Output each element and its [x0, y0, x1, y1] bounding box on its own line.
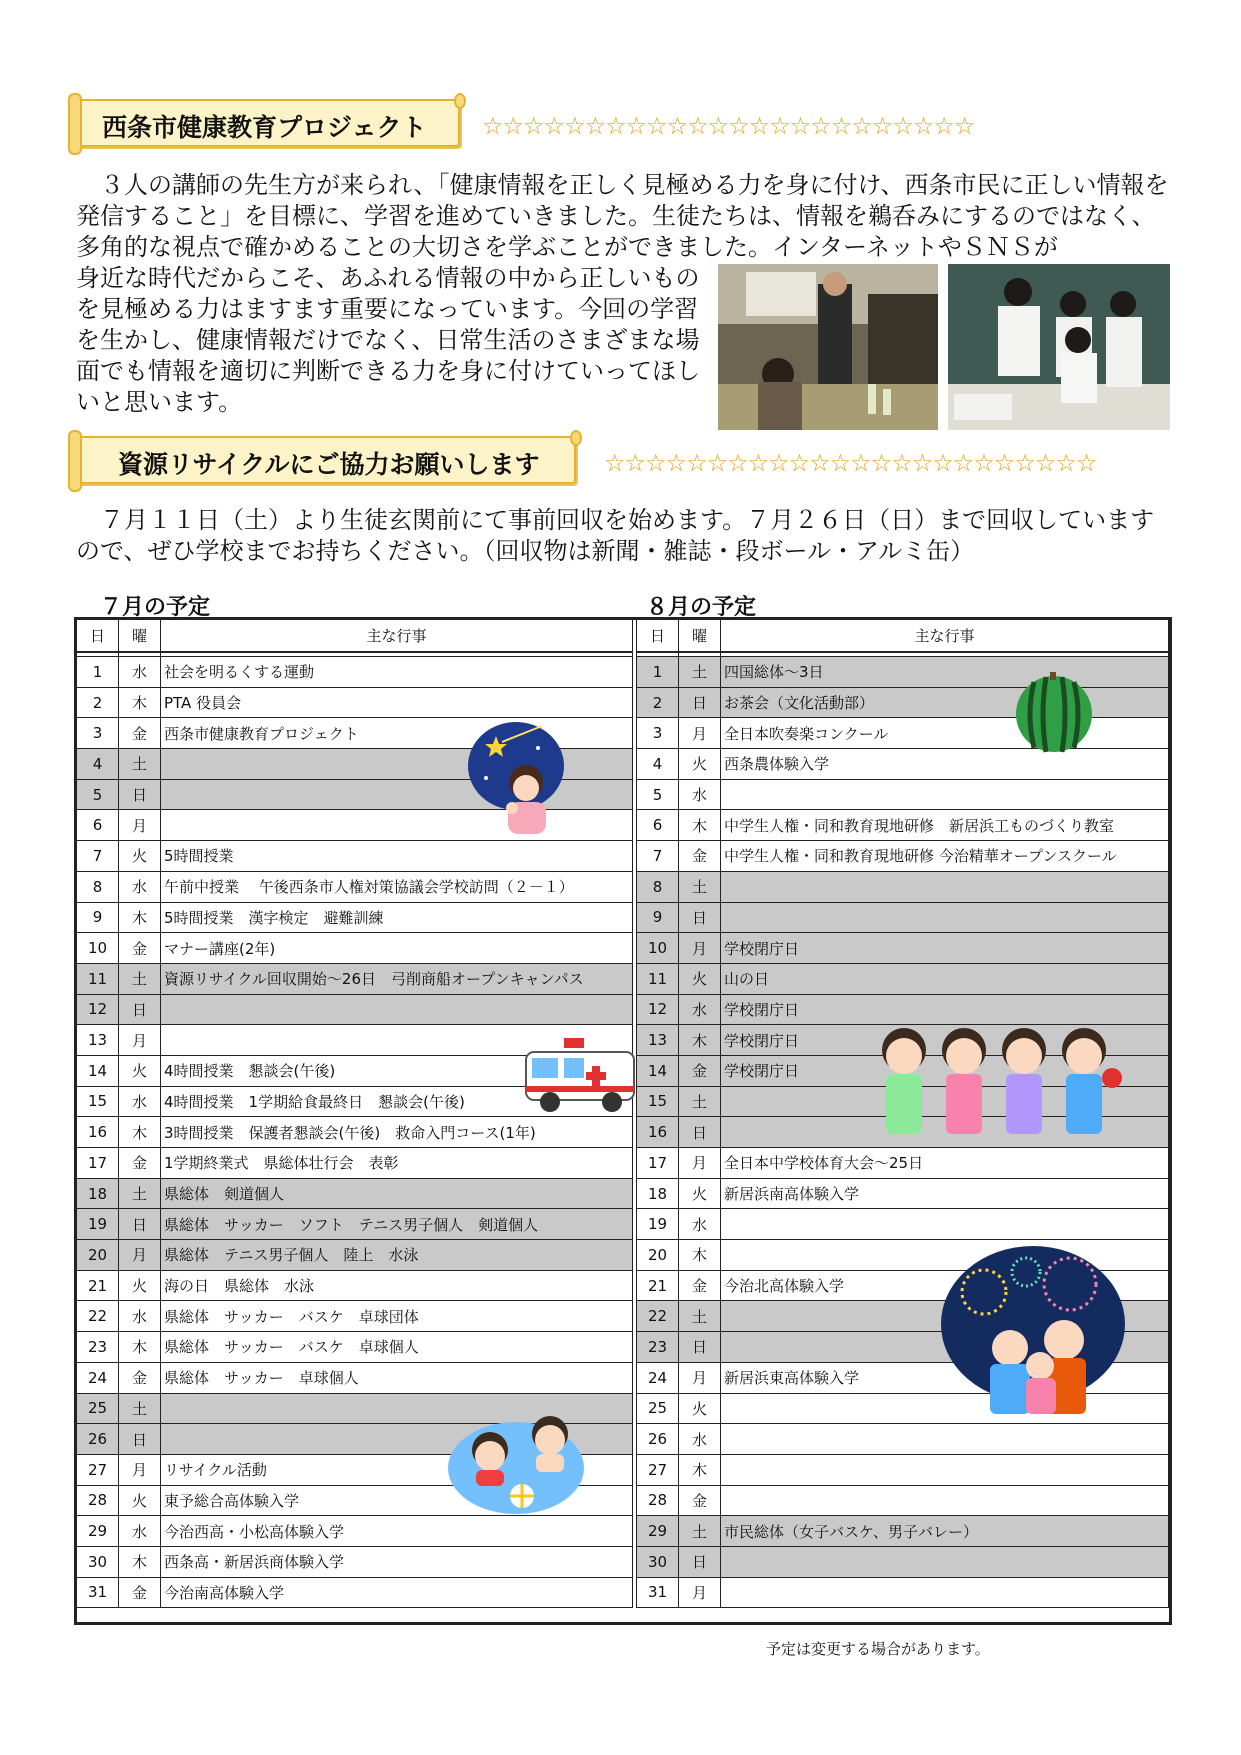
day-cell: 12	[637, 994, 679, 1025]
weekday-cell: 火	[119, 841, 161, 872]
col-header-event: 主な行事	[161, 620, 633, 653]
day-cell: 19	[77, 1209, 119, 1240]
day-cell: 2	[77, 687, 119, 718]
day-cell: 26	[77, 1424, 119, 1455]
weekday-cell: 日	[679, 1546, 721, 1577]
event-cell	[721, 1577, 1169, 1608]
day-cell: 25	[637, 1393, 679, 1424]
day-cell: 17	[77, 1148, 119, 1179]
event-cell: 1学期終業式 県総体壮行会 表彰	[161, 1148, 633, 1179]
ambulance-illustration	[520, 1032, 644, 1114]
weekday-cell: 土	[119, 749, 161, 780]
weekday-cell: 日	[679, 687, 721, 718]
weekday-cell: 金	[679, 841, 721, 872]
schedule-row	[637, 933, 1169, 964]
event-cell	[721, 1546, 1169, 1577]
weekday-cell: 水	[119, 657, 161, 688]
schedule-row	[77, 1301, 633, 1332]
event-cell: 山の日	[721, 963, 1169, 994]
event-cell	[721, 1485, 1169, 1516]
section-title-recycle: 資源リサイクルにご協力お願いします	[118, 450, 540, 479]
day-cell: 7	[77, 841, 119, 872]
weekday-cell: 木	[119, 1117, 161, 1148]
schedule-row	[77, 1516, 633, 1547]
weekday-cell: 火	[119, 1485, 161, 1516]
day-cell: 22	[637, 1301, 679, 1332]
event-cell: 今治西高・小松高体験入学	[161, 1516, 633, 1547]
day-cell: 30	[77, 1546, 119, 1577]
day-cell: 24	[77, 1362, 119, 1393]
weekday-cell: 水	[119, 1086, 161, 1117]
yukata-kids-illustration	[868, 1020, 1124, 1140]
schedule-row	[637, 902, 1169, 933]
event-cell: リサイクル活動	[161, 1454, 633, 1485]
weekday-cell: 日	[119, 779, 161, 810]
day-cell: 14	[637, 1055, 679, 1086]
day-cell: 1	[77, 657, 119, 688]
schedule-row	[77, 963, 633, 994]
day-cell: 28	[77, 1485, 119, 1516]
day-cell: 10	[77, 933, 119, 964]
day-cell: 17	[637, 1148, 679, 1179]
day-cell: 15	[77, 1086, 119, 1117]
schedule-row	[77, 1148, 633, 1179]
event-cell: 東予総合高体験入学	[161, 1485, 633, 1516]
event-cell: 4時間授業 懇談会(午後)	[161, 1055, 633, 1086]
event-cell: 4時間授業 1学期給食最終日 懇談会(午後)	[161, 1086, 633, 1117]
weekday-cell: 日	[679, 902, 721, 933]
day-cell: 4	[637, 749, 679, 780]
weekday-cell: 土	[119, 1178, 161, 1209]
weekday-cell: 金	[679, 1485, 721, 1516]
day-cell: 27	[77, 1454, 119, 1485]
day-cell: 4	[77, 749, 119, 780]
weekday-cell: 日	[679, 1332, 721, 1363]
weekday-cell: 月	[679, 1362, 721, 1393]
schedule-row	[637, 1424, 1169, 1455]
weekday-cell: 土	[679, 657, 721, 688]
decorative-stars: ☆☆☆☆☆☆☆☆☆☆☆☆☆☆☆☆☆☆☆☆☆☆☆☆	[604, 449, 1097, 477]
day-cell: 24	[637, 1362, 679, 1393]
weekday-cell: 金	[679, 1270, 721, 1301]
students-photo	[948, 264, 1170, 430]
day-cell: 20	[637, 1240, 679, 1271]
weekday-cell: 水	[679, 1424, 721, 1455]
weekday-cell: 木	[119, 687, 161, 718]
weekday-cell: 木	[679, 1025, 721, 1056]
day-cell: 6	[77, 810, 119, 841]
weekday-cell: 火	[679, 1178, 721, 1209]
weekday-cell: 土	[119, 1393, 161, 1424]
weekday-cell: 日	[679, 1117, 721, 1148]
day-cell: 25	[77, 1393, 119, 1424]
weekday-cell: 水	[679, 1209, 721, 1240]
schedule-row	[637, 1148, 1169, 1179]
schedule-row	[637, 963, 1169, 994]
day-cell: 1	[637, 657, 679, 688]
day-cell: 3	[77, 718, 119, 749]
schedule-row	[637, 1178, 1169, 1209]
weekday-cell: 金	[119, 1577, 161, 1608]
event-cell: 新居浜南高体験入学	[721, 1178, 1169, 1209]
event-cell: 西条農体験入学	[721, 749, 1169, 780]
event-cell: 西条高・新居浜商体験入学	[161, 1546, 633, 1577]
col-header-day: 日	[637, 620, 679, 653]
schedule-row	[77, 1332, 633, 1363]
day-cell: 11	[637, 963, 679, 994]
event-cell: 県総体 サッカー ソフト テニス男子個人 剣道個人	[161, 1209, 633, 1240]
weekday-cell: 水	[119, 1301, 161, 1332]
event-cell: 西条市健康教育プロジェクト	[161, 718, 633, 749]
swimming-kids-illustration	[446, 1398, 586, 1516]
day-cell: 3	[637, 718, 679, 749]
event-cell: 新居浜東高体験入学	[721, 1362, 1169, 1393]
weekday-cell: 火	[679, 1393, 721, 1424]
day-cell: 29	[77, 1516, 119, 1547]
schedule-row	[77, 1209, 633, 1240]
weekday-cell: 火	[119, 1055, 161, 1086]
watermelon-illustration	[1012, 670, 1096, 754]
day-cell: 26	[637, 1424, 679, 1455]
event-cell: 海の日 県総体 水泳	[161, 1270, 633, 1301]
schedule-row	[637, 779, 1169, 810]
day-cell: 30	[637, 1546, 679, 1577]
event-cell: 5時間授業 漢字検定 避難訓練	[161, 902, 633, 933]
schedule-row	[77, 1546, 633, 1577]
day-cell: 6	[637, 810, 679, 841]
schedule-row	[77, 1117, 633, 1148]
schedule-row	[77, 1240, 633, 1271]
day-cell: 22	[77, 1301, 119, 1332]
fireworks-family-illustration	[940, 1244, 1126, 1416]
day-cell: 9	[77, 902, 119, 933]
july-schedule-title: ７月の予定	[100, 595, 211, 620]
weekday-cell: 月	[679, 1148, 721, 1179]
event-cell	[721, 1209, 1169, 1240]
weekday-cell: 土	[119, 963, 161, 994]
weekday-cell: 土	[679, 1301, 721, 1332]
day-cell: 7	[637, 841, 679, 872]
weekday-cell: 土	[679, 871, 721, 902]
event-cell: 5時間授業	[161, 841, 633, 872]
weekday-cell: 土	[679, 1086, 721, 1117]
schedule-row	[77, 687, 633, 718]
event-cell: 県総体 サッカー 卓球個人	[161, 1362, 633, 1393]
event-cell: 午前中授業 午後西条市人権対策協議会学校訪問（２－１）	[161, 871, 633, 902]
weekday-cell: 日	[119, 994, 161, 1025]
weekday-cell: 月	[679, 718, 721, 749]
weekday-cell: 火	[119, 1270, 161, 1301]
schedule-row	[77, 657, 633, 688]
day-cell: 27	[637, 1454, 679, 1485]
event-cell: 全日本吹奏楽コンクール	[721, 718, 1169, 749]
col-header-weekday: 曜	[119, 620, 161, 653]
event-cell: 中学生人権・同和教育現地研修 新居浜工ものづくり教室	[721, 810, 1169, 841]
weekday-cell: 月	[119, 810, 161, 841]
schedule-row	[637, 810, 1169, 841]
health-paragraph-narrow: 身近な時代だからこそ、あふれる情報の中から正しいものを見極める力はますます重要になっています。今回の学習を生かし、健康情報だけでなく、日常生活のさまざまな場面でも情報を適切に判断できる力を身に付けていってほしいと思います。	[76, 264, 700, 416]
weekday-cell: 日	[119, 1209, 161, 1240]
col-header-event: 主な行事	[721, 620, 1169, 653]
event-cell: お茶会（文化活動部）	[721, 687, 1169, 718]
weekday-cell: 金	[119, 933, 161, 964]
day-cell: 8	[77, 871, 119, 902]
weekday-cell: 月	[119, 1240, 161, 1271]
event-cell: 県総体 テニス男子個人 陸上 水泳	[161, 1240, 633, 1271]
event-cell	[721, 902, 1169, 933]
weekday-cell: 火	[679, 963, 721, 994]
weekday-cell: 月	[679, 933, 721, 964]
schedule-row	[77, 933, 633, 964]
weekday-cell: 金	[119, 1148, 161, 1179]
day-cell: 11	[77, 963, 119, 994]
event-cell: 全日本中学校体育大会～25日	[721, 1148, 1169, 1179]
event-cell	[161, 994, 633, 1025]
lecture-photo	[718, 264, 938, 430]
day-cell: 15	[637, 1086, 679, 1117]
weekday-cell: 木	[119, 1332, 161, 1363]
day-cell: 29	[637, 1516, 679, 1547]
schedule-row	[637, 1454, 1169, 1485]
schedule-row	[637, 1209, 1169, 1240]
weekday-cell: 水	[679, 994, 721, 1025]
day-cell: 13	[637, 1025, 679, 1056]
event-cell: 3時間授業 保護者懇談会(午後) 救命入門コース(1年)	[161, 1117, 633, 1148]
day-cell: 21	[637, 1270, 679, 1301]
weekday-cell: 水	[119, 1516, 161, 1547]
day-cell: 5	[77, 779, 119, 810]
event-cell: 四国総体～3日	[721, 657, 1169, 688]
schedule-row	[637, 1577, 1169, 1608]
event-cell	[721, 1424, 1169, 1455]
weekday-cell: 金	[119, 718, 161, 749]
schedule-row	[77, 1577, 633, 1608]
day-cell: 20	[77, 1240, 119, 1271]
event-cell: 社会を明るくする運動	[161, 657, 633, 688]
event-cell: 中学生人権・同和教育現地研修 今治精華オープンスクール	[721, 841, 1169, 872]
event-cell: マナー講座(2年)	[161, 933, 633, 964]
schedule-row	[77, 1178, 633, 1209]
col-header-day: 日	[77, 620, 119, 653]
weekday-cell: 土	[679, 1516, 721, 1547]
weekday-cell: 木	[679, 810, 721, 841]
event-cell: 学校閉庁日	[721, 994, 1169, 1025]
schedule-row	[77, 902, 633, 933]
day-cell: 12	[77, 994, 119, 1025]
day-cell: 16	[77, 1117, 119, 1148]
weekday-cell: 木	[679, 1454, 721, 1485]
schedule-row	[637, 841, 1169, 872]
day-cell: 5	[637, 779, 679, 810]
event-cell: 学校閉庁日	[721, 933, 1169, 964]
day-cell: 9	[637, 902, 679, 933]
event-cell: 学校閉庁日	[721, 1055, 1169, 1086]
weekday-cell: 火	[679, 749, 721, 780]
weekday-cell: 月	[679, 1577, 721, 1608]
weekday-cell: 水	[679, 779, 721, 810]
event-cell: 資源リサイクル回収開始～26日 弓削商船オープンキャンパス	[161, 963, 633, 994]
weekday-cell: 月	[119, 1454, 161, 1485]
day-cell: 23	[637, 1332, 679, 1363]
event-cell	[721, 779, 1169, 810]
weekday-cell: 日	[119, 1424, 161, 1455]
weekday-cell: 木	[119, 902, 161, 933]
section-banner-health	[76, 99, 460, 147]
event-cell: 県総体 剣道個人	[161, 1178, 633, 1209]
event-cell: 今治北高体験入学	[721, 1270, 1169, 1301]
event-cell: 学校閉庁日	[721, 1025, 1169, 1056]
schedule-row	[637, 1546, 1169, 1577]
schedule-row	[77, 994, 633, 1025]
weekday-cell: 金	[679, 1055, 721, 1086]
event-cell: 今治南高体験入学	[161, 1577, 633, 1608]
recycle-paragraph: ７月１１日（土）より生徒玄関前にて事前回収を始めます。７月２６日（日）まで回収していますので、ぜひ学校までお持ちください。（回収物は新聞・雑誌・段ボール・アルミ缶）	[76, 506, 1155, 565]
day-cell: 8	[637, 871, 679, 902]
schedule-row	[77, 1270, 633, 1301]
star-wish-girl-illustration	[466, 718, 566, 834]
schedule-row	[637, 1516, 1169, 1547]
col-header-weekday: 曜	[679, 620, 721, 653]
weekday-cell: 月	[119, 1025, 161, 1056]
event-cell: 県総体 サッカー バスケ 卓球団体	[161, 1301, 633, 1332]
health-paragraph-full: ３人の講師の先生方が来られ、「健康情報を正しく見極める力を身に付け、西条市民に正しい情報を発信すること」を目標に、学習を進めていきました。生徒たちは、情報を鵜呑みにするのではなく、多角的な視点で確かめることの大切さを学ぶことができました。インターネットやＳＮＳが	[76, 171, 1169, 261]
section-banner-recycle	[76, 436, 576, 484]
section-title-health: 西条市健康教育プロジェクト	[102, 113, 427, 142]
weekday-cell: 木	[679, 1240, 721, 1271]
event-cell: 県総体 サッカー バスケ 卓球個人	[161, 1332, 633, 1363]
schedule-row	[77, 1362, 633, 1393]
day-cell: 16	[637, 1117, 679, 1148]
schedule-row	[637, 1485, 1169, 1516]
day-cell: 14	[77, 1055, 119, 1086]
schedule-row	[77, 871, 633, 902]
decorative-stars: ☆☆☆☆☆☆☆☆☆☆☆☆☆☆☆☆☆☆☆☆☆☆☆☆	[482, 112, 975, 140]
day-cell: 19	[637, 1209, 679, 1240]
day-cell: 18	[637, 1178, 679, 1209]
schedule-footnote: 予定は変更する場合があります。	[766, 1640, 990, 1658]
day-cell: 18	[77, 1178, 119, 1209]
event-cell: PTA 役員会	[161, 687, 633, 718]
day-cell: 2	[637, 687, 679, 718]
event-cell: 市民総体（女子バスケ、男子バレー）	[721, 1516, 1169, 1547]
day-cell: 21	[77, 1270, 119, 1301]
schedule-row	[77, 841, 633, 872]
day-cell: 10	[637, 933, 679, 964]
day-cell: 13	[77, 1025, 119, 1056]
event-cell	[721, 1454, 1169, 1485]
schedule-row	[637, 871, 1169, 902]
weekday-cell: 木	[119, 1546, 161, 1577]
august-schedule-title: ８月の予定	[646, 595, 757, 620]
day-cell: 23	[77, 1332, 119, 1363]
weekday-cell: 水	[119, 871, 161, 902]
day-cell: 31	[77, 1577, 119, 1608]
day-cell: 31	[637, 1577, 679, 1608]
day-cell: 28	[637, 1485, 679, 1516]
weekday-cell: 金	[119, 1362, 161, 1393]
event-cell	[721, 871, 1169, 902]
